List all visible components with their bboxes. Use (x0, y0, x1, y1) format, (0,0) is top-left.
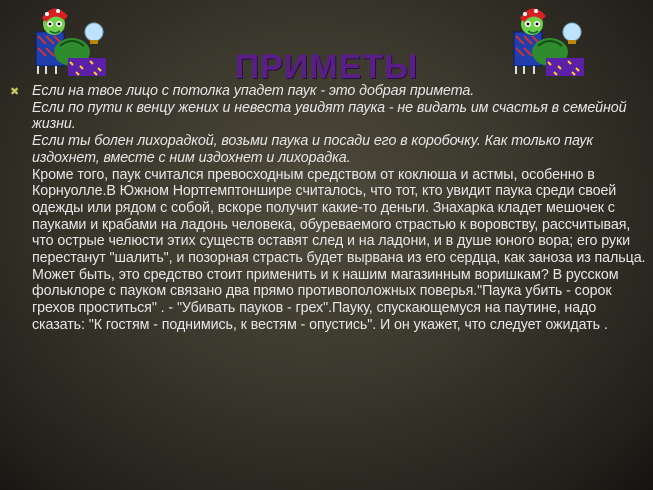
slide-body (10, 83, 650, 334)
omen-paragraph: Если ты болен лихорадкой, возьми паука и посади его в коробочку. Как только паук издохнет, вместе с ним издохнет и лихорадка. (32, 133, 594, 166)
body-text (32, 83, 650, 334)
slide-title: ПРИМЕТЫ (234, 48, 419, 86)
folklore-paragraph: Кроме того, паук считался превосходным средством от коклюша и астмы, особенно в Корнуолле.В Южном Нортгемптоншире считалось, что тот, кто увидит паука среди своей одежды или рядом с собой, вскоре получит какие-то деньги. Знахарка кладет мешочек с пауками и крабами на ладонь человека, обуреваемого страстью к воровству, рассчитывая, что острые челюсти этих существ оставят след и на ладони, и в душе юного вора; его руки перестанут "шалить", и позорная страсть будет вырвана из его сердца, как заноза из пальца. Может быть, это средство стоит применить и к нашим магазинным воришкам? В русском фольклоре с пауком связано два прямо противоположных поверья."Паука убить - сорок грехов проститься" . - "Убивать пауков - грех".Пауку, спускающемуся на паутине, надо сказать: "К гостям - поднимись, к вестям - опустись". И он укажет, что следует ожидать . (32, 166, 646, 333)
omen-paragraph: Если на твое лицо с потолка упадет паук - это добрая примета. (32, 83, 475, 99)
cross-bullet-icon: ✖ (10, 86, 20, 98)
omen-paragraph: Если по пути к венцу жених и невеста увидят паука - не видать им счастья в семейной жизни. (32, 99, 627, 133)
